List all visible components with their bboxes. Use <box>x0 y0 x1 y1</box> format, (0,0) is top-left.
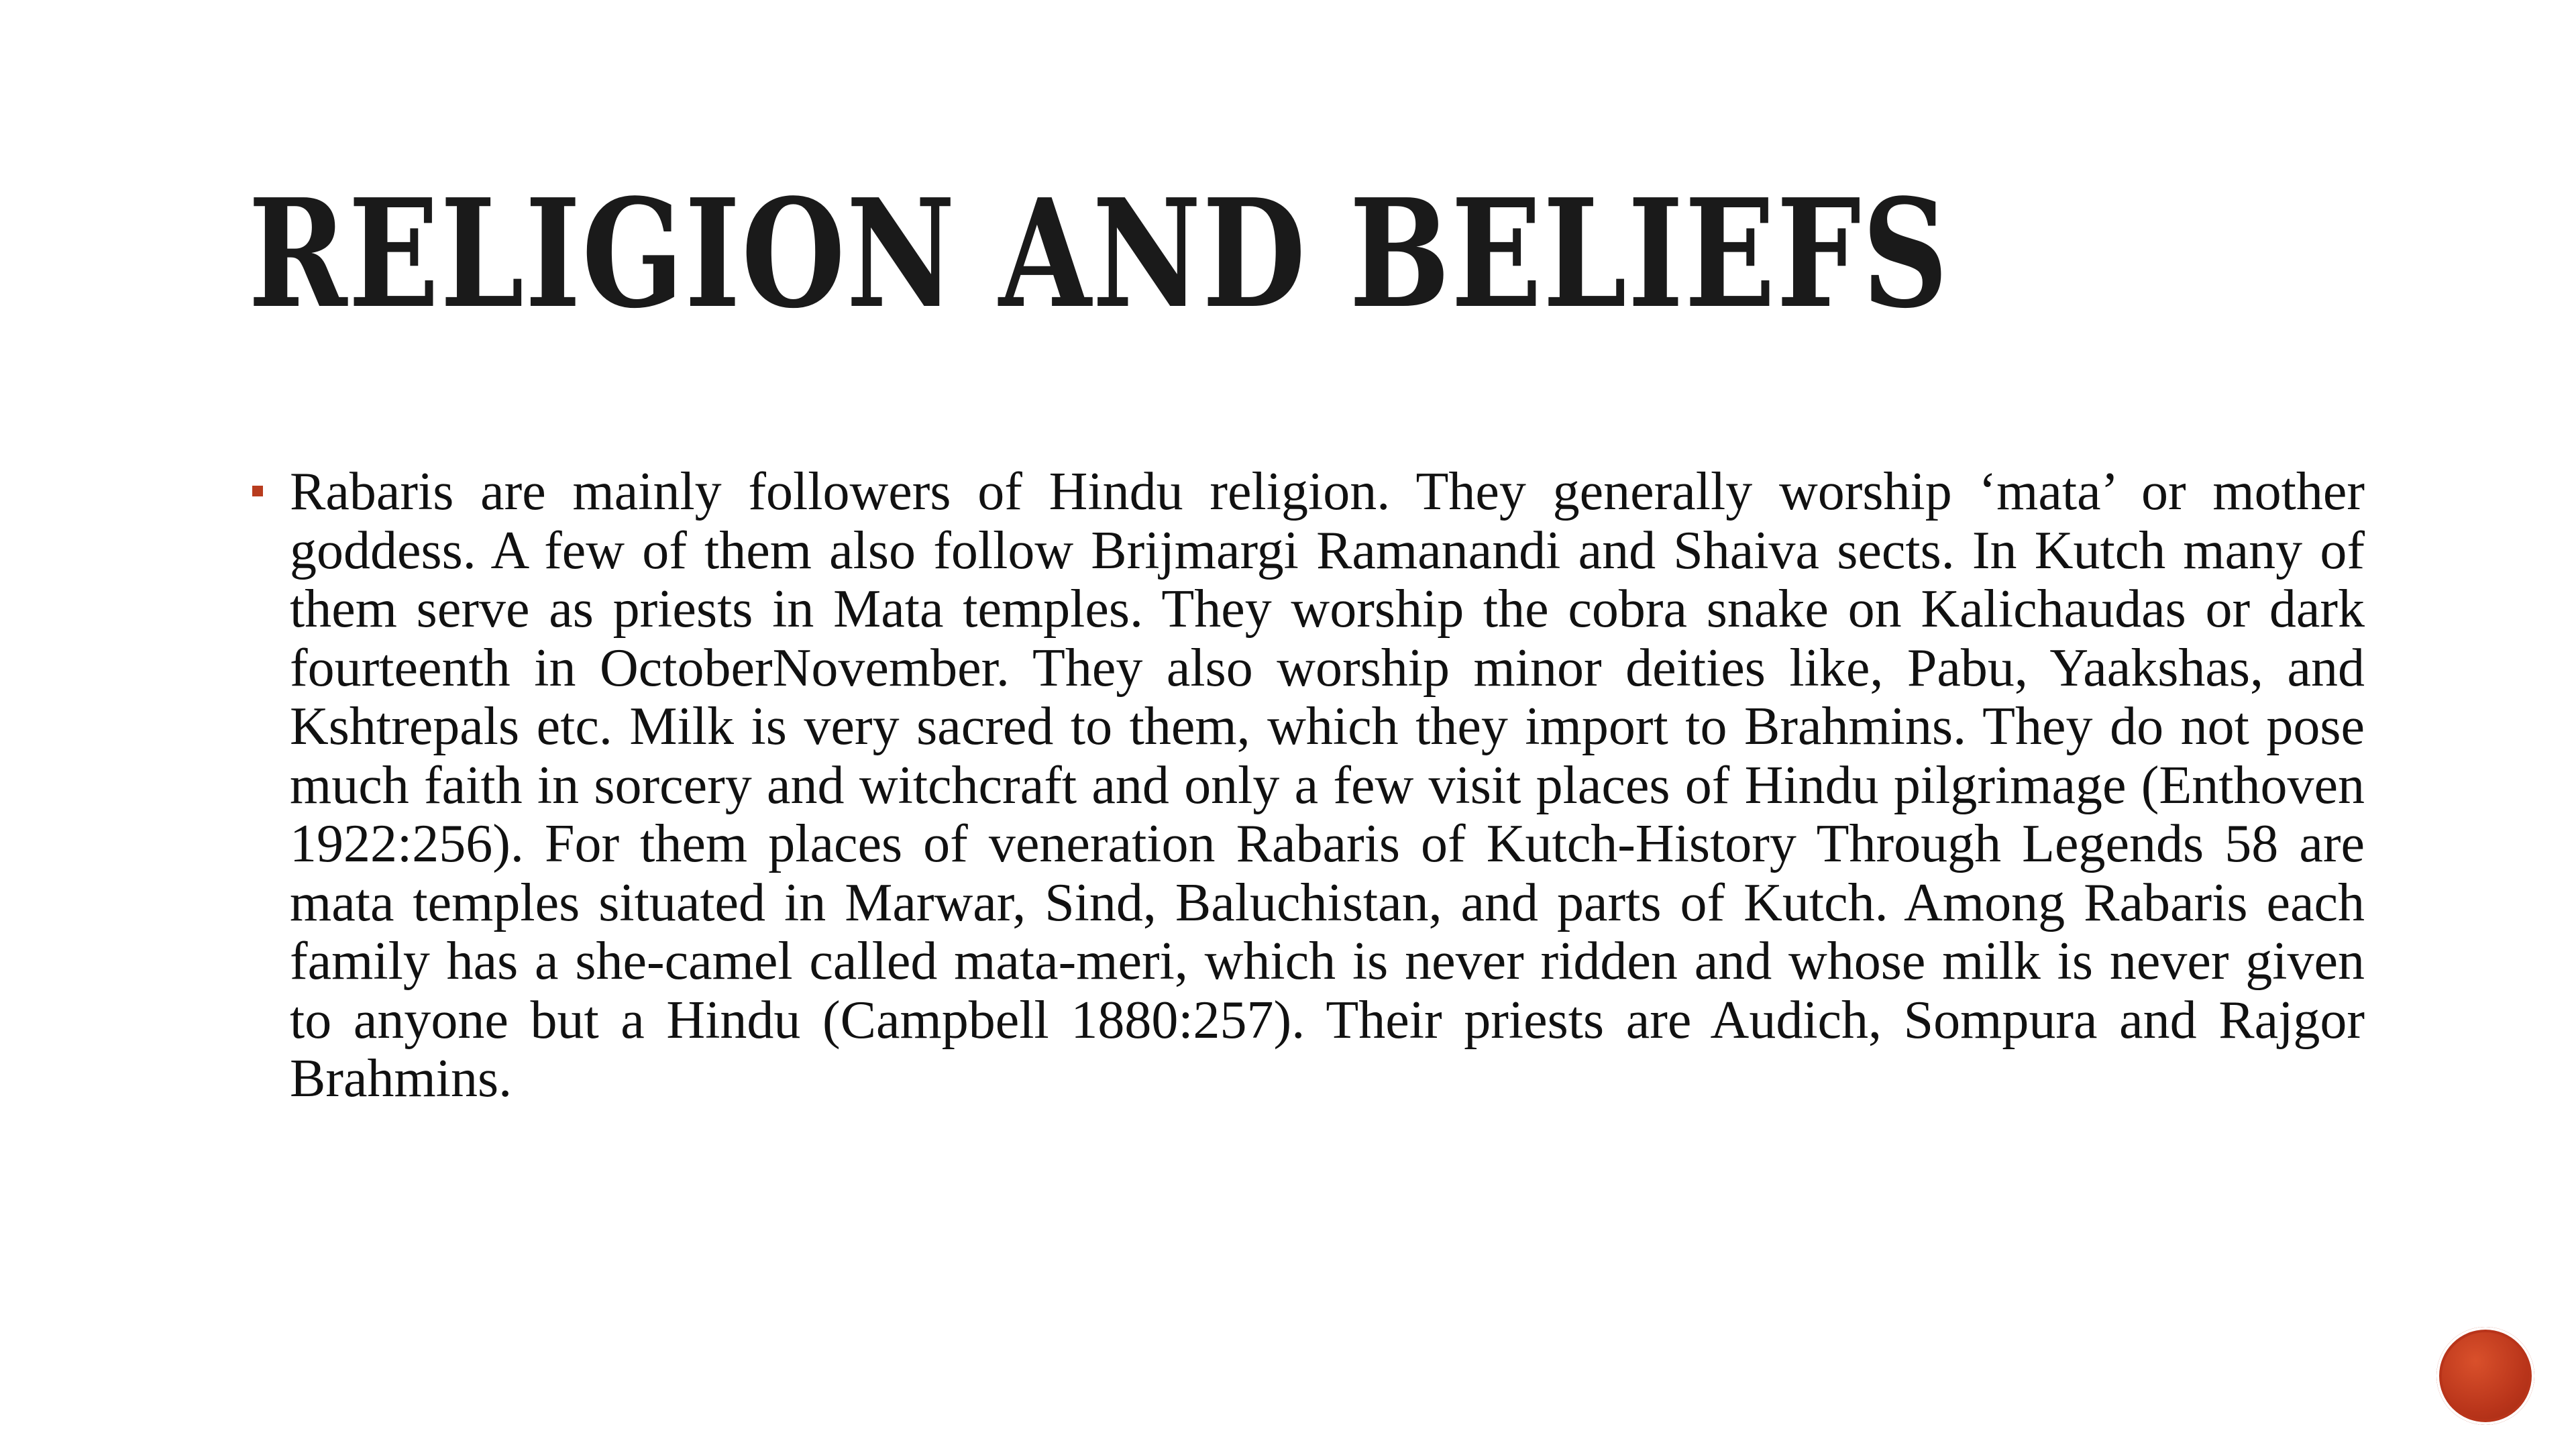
bullet-list <box>248 463 2365 1109</box>
bullet-text: Rabaris are mainly followers of Hindu religion. They generally worship ‘mata’ or mother goddess. A few of them also follow Brijmargi Ramanandi and Shaiva sects. In Kutch many of them serve as priests in Mata temples. They worship the cobra snake on Kalichaudas or dark fourteenth in OctoberNovember. They also worship minor deities like, Pabu, Yaakshas, and Kshtrepals etc. Milk is very sacred to them, which they import to Brahmins. They do not pose much faith in sorcery and witchcraft and only a few visit places of Hindu pilgrimage (Enthoven 1922:256). For them places of veneration Rabaris of Kutch-History Through Legends 58 are mata temples situated in Marwar, Sind, Baluchistan, and parts of Kutch. Among Rabaris each family has a she-camel called mata-meri, which is never ridden and whose milk is never given to anyone but a Hindu (Campbell 1880:257). Their priests are Audich, Sompura and Rajgor Brahmins. <box>290 462 2365 1108</box>
square-bullet-icon <box>252 486 263 496</box>
slide-title: RELIGION AND BELIEFS <box>248 167 1949 341</box>
list-item <box>248 463 2365 1109</box>
circle-badge-icon <box>2436 1327 2534 1425</box>
